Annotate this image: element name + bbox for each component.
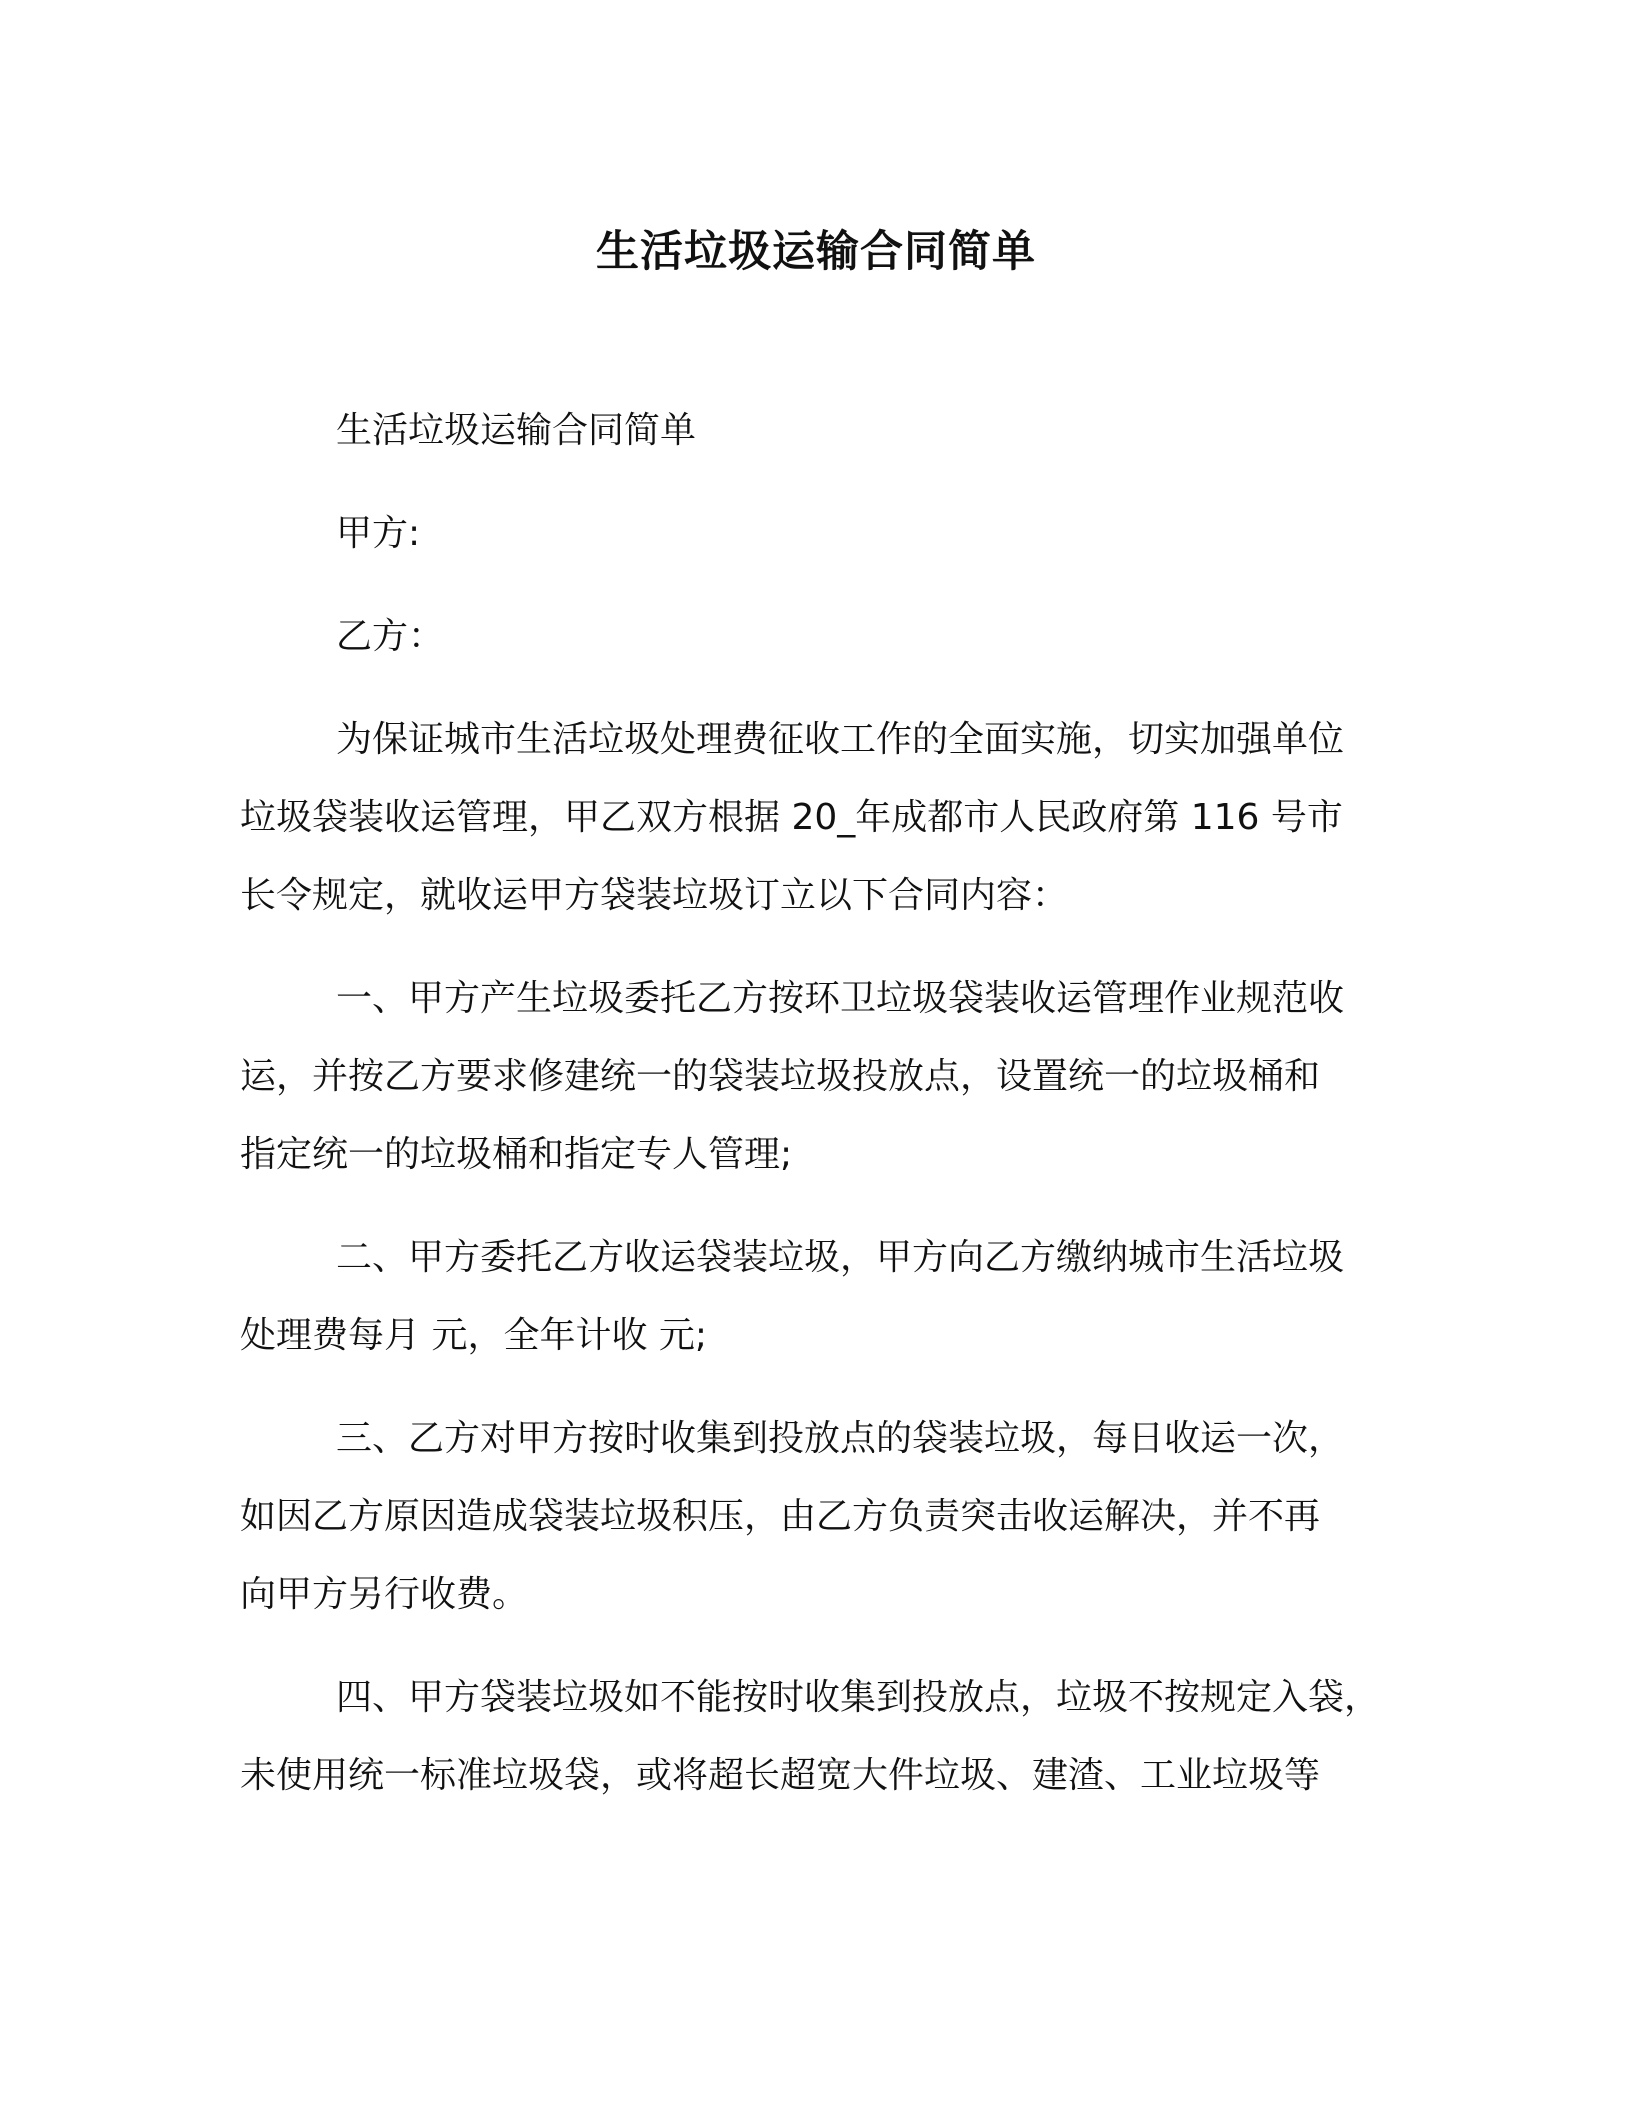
document-title: 生活垃圾运输合同简单 [596, 227, 1036, 277]
party-b-label: 乙方： [336, 616, 445, 657]
clause-1-line-2: 运，并按乙方要求修建统一的袋装垃圾投放点，设置统一的垃圾桶和 [240, 1056, 1321, 1097]
intro-line-2: 垃圾袋装收运管理，甲乙双方根据 20_年成都市人民政府第 116 号市 [240, 797, 1343, 838]
clause-2-line-1: 二、甲方委托乙方收运袋装垃圾，甲方向乙方缴纳城市生活垃圾 [336, 1237, 1345, 1278]
intro-paragraph [240, 701, 1400, 935]
clause-1-line-3: 指定统一的垃圾桶和指定专人管理; [240, 1134, 793, 1175]
intro-line-3: 长令规定，就收运甲方袋装垃圾订立以下合同内容： [240, 875, 1069, 916]
subtitle-line [240, 392, 1400, 470]
clause-3-line-2: 如因乙方原因造成袋装垃圾积压，由乙方负责突击收运解决，并不再 [240, 1496, 1321, 1537]
subtitle-text: 生活垃圾运输合同简单 [336, 410, 697, 451]
document-body [240, 392, 1400, 1840]
clause-4-line-1: 四、甲方袋装垃圾如不能按时收集到投放点，垃圾不按规定入袋， [336, 1677, 1381, 1718]
party-a-label: 甲方: [336, 513, 421, 554]
party-a-line [240, 495, 1400, 573]
intro-line-1: 为保证城市生活垃圾处理费征收工作的全面实施，切实加强单位 [336, 719, 1345, 760]
clause-1-line-1: 一、甲方产生垃圾委托乙方按环卫垃圾袋装收运管理作业规范收 [336, 978, 1345, 1019]
clause-4-line-2: 未使用统一标准垃圾袋，或将超长超宽大件垃圾、建渣、工业垃圾等 [240, 1755, 1321, 1796]
clause-1-paragraph [240, 960, 1400, 1194]
clause-3-line-3: 向甲方另行收费。 [240, 1574, 529, 1615]
clause-3-line-1: 三、乙方对甲方按时收集到投放点的袋装垃圾，每日收运一次， [336, 1418, 1345, 1459]
party-b-line [240, 598, 1400, 676]
clause-2-line-2: 处理费每月 元，全年计收 元; [240, 1315, 708, 1356]
clause-2-paragraph [240, 1219, 1400, 1375]
clause-3-paragraph [240, 1400, 1400, 1634]
clause-4-paragraph [240, 1659, 1400, 1815]
